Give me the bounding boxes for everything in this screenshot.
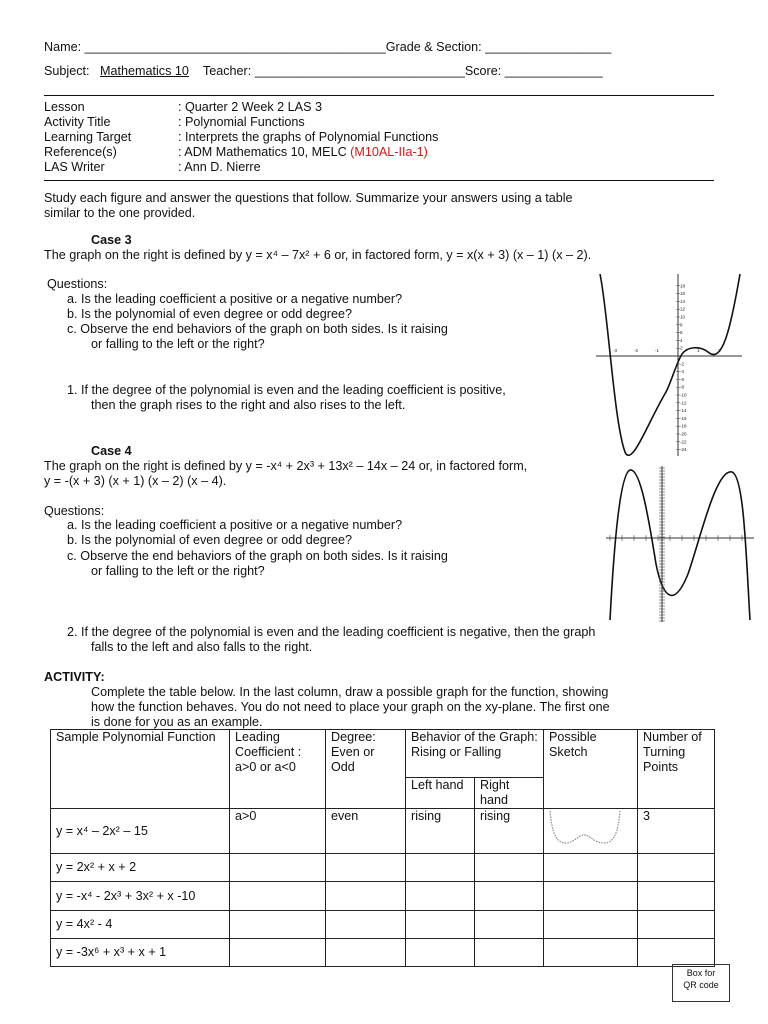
y-tick-label: -4: [680, 369, 685, 375]
degree-cell[interactable]: [326, 854, 406, 882]
degree-cell[interactable]: [326, 911, 406, 939]
sketch-cell[interactable]: [544, 854, 638, 882]
qr-box-label-2: QR code: [683, 980, 719, 990]
y-tick-label: 16: [680, 291, 686, 297]
y-tick-label: -2: [680, 361, 685, 367]
activity-table: [50, 729, 715, 967]
intro-text-1: Study each figure and answer the questions that follow. Summarize your answers using a table: [44, 191, 573, 205]
right-hand-cell[interactable]: [475, 911, 544, 939]
sketch-cell[interactable]: [544, 939, 638, 967]
y-tick-label: 4: [680, 337, 683, 343]
activity-instructions-2: how the function behaves. You do not need to place your graph on the xy-plane. The first one: [91, 700, 610, 714]
case3-curve: [600, 274, 740, 455]
table-row: [51, 882, 715, 911]
function-cell: y = 4x² - 4: [51, 911, 230, 939]
case3-title: Case 3: [91, 233, 132, 247]
case4-question-b: b. Is the polynomial of even degree or odd degree?: [67, 533, 352, 547]
case3-questions-label: Questions:: [47, 277, 108, 291]
function-cell: y = x⁴ – 2x² – 15: [51, 809, 230, 854]
sketch-cell[interactable]: [544, 911, 638, 939]
left-hand-cell[interactable]: rising: [406, 809, 475, 854]
reference-label: Reference(s): [44, 145, 117, 159]
case4-definition-cont: y = -(x + 3) (x + 1) (x – 2) (x – 4).: [44, 474, 227, 488]
reference-value: : ADM Mathematics 10, MELC (M10AL-IIa-1): [178, 145, 428, 159]
activity-title-label: Activity Title: [44, 115, 111, 129]
table-header-row: [51, 730, 715, 778]
case4-curve: [610, 470, 750, 620]
left-hand-cell[interactable]: [406, 911, 475, 939]
divider-info: [44, 180, 714, 181]
subject-label: Subject:: [44, 64, 90, 78]
turning-cell[interactable]: [638, 911, 715, 939]
intro-text-2: similar to the one provided.: [44, 206, 196, 220]
degree-cell[interactable]: [326, 882, 406, 911]
case4-graph: [604, 464, 754, 622]
case4-title: Case 4: [91, 444, 132, 458]
header-degree: Degree: Even or Odd: [326, 730, 406, 809]
lesson-label: Lesson: [44, 100, 85, 114]
y-tick-label: -24: [680, 447, 687, 453]
left-hand-cell[interactable]: [406, 882, 475, 911]
turning-cell[interactable]: [638, 939, 715, 967]
header-function: Sample Polynomial Function: [51, 730, 230, 809]
qr-code-box: [672, 964, 730, 1002]
x-tick-label: -1: [655, 348, 660, 353]
header-possible-sketch: Possible Sketch: [544, 730, 638, 809]
divider-top: [44, 95, 714, 96]
y-tick-label: -16: [680, 415, 687, 421]
case4-note: 2. If the degree of the polynomial is even and the leading coefficient is negative, then the graph: [67, 625, 596, 639]
case4-question-c-cont: or falling to the left or the right?: [91, 564, 265, 578]
right-hand-cell[interactable]: [475, 882, 544, 911]
x-tick-label: 1: [697, 348, 700, 353]
case3-question-a: a. Is the leading coefficient a positive or a negative number?: [67, 292, 403, 306]
table-row: [51, 911, 715, 939]
header-left-hand: Left hand: [406, 778, 475, 809]
sketch-cell[interactable]: [544, 809, 638, 854]
name-field[interactable]: Name: ___________________________________________Grade & Section: __________________: [44, 40, 612, 54]
turning-cell[interactable]: [638, 882, 715, 911]
y-tick-label: 10: [680, 314, 686, 320]
case3-question-b: b. Is the polynomial of even degree or odd degree?: [67, 307, 352, 321]
case3-note: 1. If the degree of the polynomial is even and the leading coefficient is positive,: [67, 383, 506, 397]
header-leading-coefficient: Leading Coefficient : a>0 or a<0: [230, 730, 326, 809]
function-cell: y = -x⁴ - 2x³ + 3x² + x -10: [51, 882, 230, 911]
degree-cell[interactable]: [326, 939, 406, 967]
activity-title: ACTIVITY:: [44, 670, 105, 684]
case4-question-c: c. Observe the end behaviors of the graph on both sides. Is it raising: [67, 549, 448, 563]
subject-value: Mathematics 10: [100, 64, 189, 78]
right-hand-cell[interactable]: [475, 854, 544, 882]
turning-cell[interactable]: [638, 854, 715, 882]
left-hand-cell[interactable]: [406, 854, 475, 882]
case4-note-cont: falls to the left and also falls to the right.: [91, 640, 313, 654]
learning-target-label: Learning Target: [44, 130, 132, 144]
case3-note-cont: then the graph rises to the right and also rises to the left.: [91, 398, 406, 412]
y-tick-label: 18: [680, 283, 686, 289]
right-hand-cell[interactable]: [475, 939, 544, 967]
activity-instructions-1: Complete the table below. In the last column, draw a possible graph for the function, showing: [91, 685, 609, 699]
leading-cell[interactable]: a>0: [230, 809, 326, 854]
case3-question-c-cont: or falling to the left or the right?: [91, 337, 265, 351]
leading-cell[interactable]: [230, 911, 326, 939]
las-writer-label: LAS Writer: [44, 160, 105, 174]
x-tick-label: 2: [718, 348, 721, 353]
activity-instructions-3: is done for you as an example.: [91, 715, 263, 729]
y-tick-label: -10: [680, 392, 687, 398]
table-row: [51, 854, 715, 882]
x-tick-label: -2: [634, 348, 639, 353]
y-tick-label: 12: [680, 306, 686, 312]
leading-cell[interactable]: [230, 882, 326, 911]
left-hand-cell[interactable]: [406, 939, 475, 967]
degree-cell[interactable]: even: [326, 809, 406, 854]
table-row: [51, 809, 715, 854]
table-row: [51, 939, 715, 967]
y-tick-label: 6: [680, 330, 683, 336]
activity-title-value: : Polynomial Functions: [178, 115, 305, 129]
lesson-value: : Quarter 2 Week 2 LAS 3: [178, 100, 322, 114]
header-right-hand: Right hand: [475, 778, 544, 809]
function-cell: y = 2x² + x + 2: [51, 854, 230, 882]
leading-cell[interactable]: [230, 939, 326, 967]
learning-target-value: : Interprets the graphs of Polynomial Functions: [178, 130, 439, 144]
turning-cell[interactable]: 3: [638, 809, 715, 854]
case4-questions-label: Questions:: [44, 504, 105, 518]
score-field[interactable]: Score: ______________: [464, 64, 603, 78]
y-tick-label: -20: [680, 431, 687, 437]
case3-definition: The graph on the right is defined by y = x⁴ – 7x² + 6 or, in factored form, y = x(x + 3) (x – 1) (x – 2).: [44, 248, 592, 262]
y-tick-label: 14: [680, 298, 686, 304]
case3-question-c: c. Observe the end behaviors of the graph on both sides. Is it raising: [67, 322, 448, 336]
example-sketch: [544, 809, 638, 849]
y-tick-label: -14: [680, 408, 687, 414]
y-tick-label: -12: [680, 400, 687, 406]
sketch-cell[interactable]: [544, 882, 638, 911]
header-behavior: Behavior of the Graph: Rising or Falling: [406, 730, 544, 778]
function-cell: y = -3x⁶ + x³ + x + 1: [51, 939, 230, 967]
right-hand-cell[interactable]: rising: [475, 809, 544, 854]
case3-graph: [596, 272, 742, 456]
subject-line: [44, 64, 603, 79]
y-tick-label: -8: [680, 384, 685, 390]
header-turning-points: Number of Turning Points: [638, 730, 715, 809]
y-tick-label: -22: [680, 439, 687, 445]
y-tick-label: 2: [680, 345, 683, 351]
x-tick-label: -3: [613, 348, 618, 353]
teacher-field[interactable]: Teacher: ______________________________: [202, 64, 465, 78]
qr-box-label-1: Box for: [686, 968, 716, 978]
case4-question-a: a. Is the leading coefficient a positive or a negative number?: [67, 518, 403, 532]
y-tick-label: -18: [680, 423, 687, 429]
y-tick-label: 8: [680, 322, 683, 328]
leading-cell[interactable]: [230, 854, 326, 882]
las-writer-value: : Ann D. Nierre: [178, 160, 261, 174]
y-tick-label: -6: [680, 376, 685, 382]
case4-definition: The graph on the right is defined by y = -x⁴ + 2x³ + 13x² – 14x – 24 or, in factored form,: [44, 459, 528, 473]
